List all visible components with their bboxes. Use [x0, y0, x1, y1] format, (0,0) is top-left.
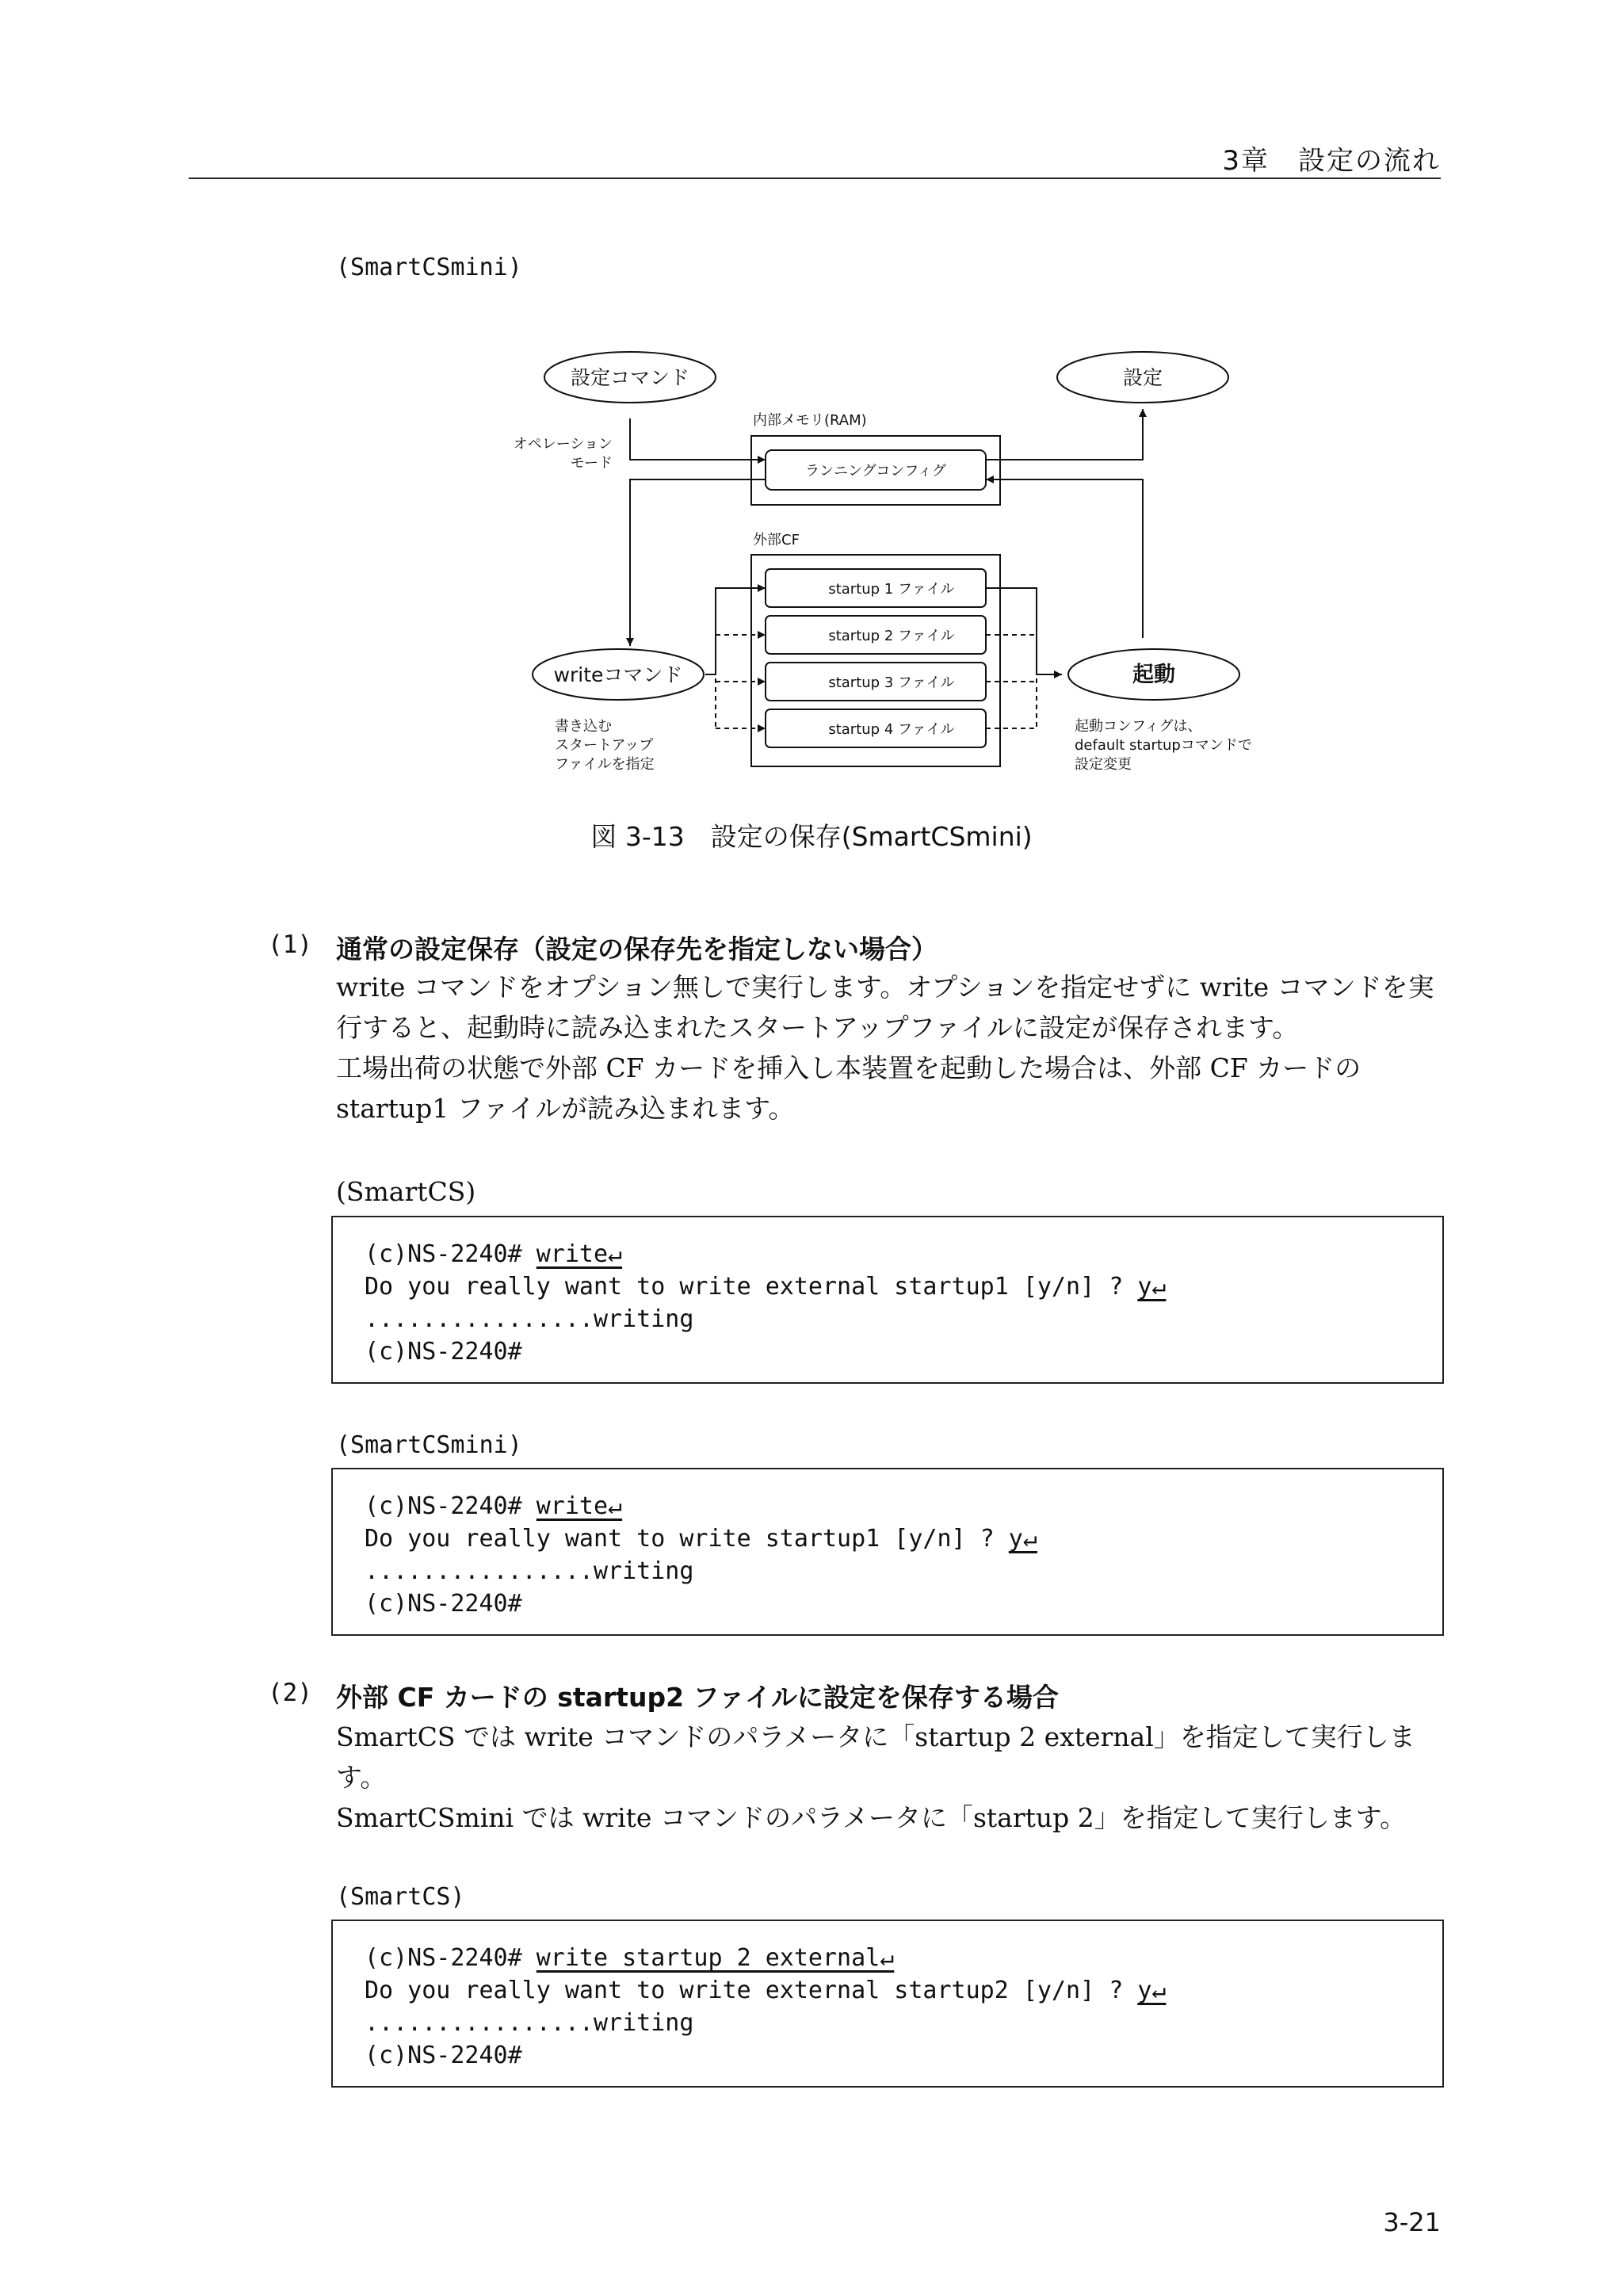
code-line: ................writing: [365, 2009, 694, 2037]
startup-1-text: startup 1 ファイル: [828, 581, 955, 598]
typed-input: write startup 2 external↵: [536, 1944, 895, 1972]
example-2-code: [331, 1468, 1444, 1636]
typed-input: y↵: [1137, 1273, 1167, 1301]
section-2-number: (2): [268, 1679, 312, 1707]
write-command-text: writeコマンド: [553, 663, 683, 686]
typed-input: write↵: [536, 1240, 623, 1268]
example-2-label: (SmartCSmini): [336, 1431, 522, 1459]
typed-input: y↵: [1008, 1525, 1037, 1553]
section-2-body: [336, 1717, 1445, 1838]
page-number: 3-21: [1383, 2207, 1441, 2237]
code-line: ................writing: [365, 1305, 694, 1333]
code-line: Do you really want to write external startup2 [y/n] ? y↵: [365, 1977, 1167, 2004]
example-1-label: (SmartCS): [336, 1176, 476, 1207]
startup-2-text: startup 2 ファイル: [828, 628, 955, 644]
running-config-text: ランニングコンフィグ: [805, 463, 946, 479]
startup-4-text: startup 4 ファイル: [828, 721, 955, 738]
section-2-paragraph-1: SmartCS では write コマンドのパラメータに「startup 2 external」を指定して実行します。: [336, 1721, 1415, 1793]
code-line: ................writing: [365, 1557, 694, 1585]
section-1-number: (1): [268, 930, 312, 959]
section-1-paragraph-2: 工場出荷の状態で外部 CF カードを挿入し本装置を起動した場合は、外部 CF カードの startup1 ファイルが読み込まれます。: [336, 1052, 1361, 1124]
write-target-note-2: スタートアップ: [555, 737, 654, 754]
write-target-note-3: ファイルを指定: [555, 756, 655, 773]
code-line: Do you really want to write external startup1 [y/n] ? y↵: [365, 1273, 1167, 1301]
cf-label: 外部CF: [753, 532, 800, 548]
boot-config-note-2: default startupコマンドで: [1075, 737, 1252, 754]
section-1-body: [336, 967, 1445, 1129]
typed-input: y↵: [1137, 1977, 1167, 2004]
figure-caption: 図 3-13 設定の保存(SmartCSmini): [590, 821, 1033, 852]
code-line: Do you really want to write startup1 [y/n] ? y↵: [365, 1525, 1037, 1553]
operation-mode-note-2: モード: [570, 455, 613, 472]
boot-config-note-3: 設定変更: [1075, 756, 1132, 773]
save-flow-diagram: [0, 0, 1623, 800]
code-line: (c)NS-2240# write↵: [365, 1240, 623, 1268]
code-line: (c)NS-2240#: [365, 1590, 522, 1618]
section-2-paragraph-2: SmartCSmini では write コマンドのパラメータに「startup 2」を指定して実行します。: [336, 1802, 1407, 1833]
chapter-title: 3章 設定の流れ: [1222, 145, 1441, 177]
section-1-title: 通常の設定保存（設定の保存先を指定しない場合）: [336, 934, 938, 965]
ram-label: 内部メモリ(RAM): [753, 412, 867, 429]
figure-label: (SmartCSmini): [336, 254, 522, 281]
code-line: (c)NS-2240#: [365, 2042, 522, 2069]
startup-3-text: startup 3 ファイル: [828, 674, 955, 691]
example-3-code: [331, 1920, 1444, 2088]
section-1-paragraph-1: write コマンドをオプション無しで実行します。オプションを指定せずに write コマンドを実行すると、起動時に読み込まれたスタートアップファイルに設定が保存されます。: [336, 972, 1434, 1043]
code-line: (c)NS-2240#: [365, 1338, 522, 1366]
example-1-code: [331, 1216, 1444, 1384]
code-line: (c)NS-2240# write startup 2 external↵: [365, 1944, 895, 1972]
boot-text: 起動: [1132, 663, 1175, 687]
boot-config-note-1: 起動コンフィグは、: [1075, 718, 1202, 735]
settings-text: 設定: [1122, 366, 1163, 389]
settings-command-text: 設定コマンド: [570, 366, 690, 389]
operation-mode-note-1: オペレーション: [513, 436, 613, 453]
section-2-title: 外部 CF カードの startup2 ファイルに設定を保存する場合: [336, 1682, 1059, 1713]
example-3-label: (SmartCS): [336, 1883, 465, 1911]
code-line: (c)NS-2240# write↵: [365, 1492, 623, 1520]
write-target-note-1: 書き込む: [555, 718, 612, 735]
typed-input: write↵: [536, 1492, 623, 1520]
